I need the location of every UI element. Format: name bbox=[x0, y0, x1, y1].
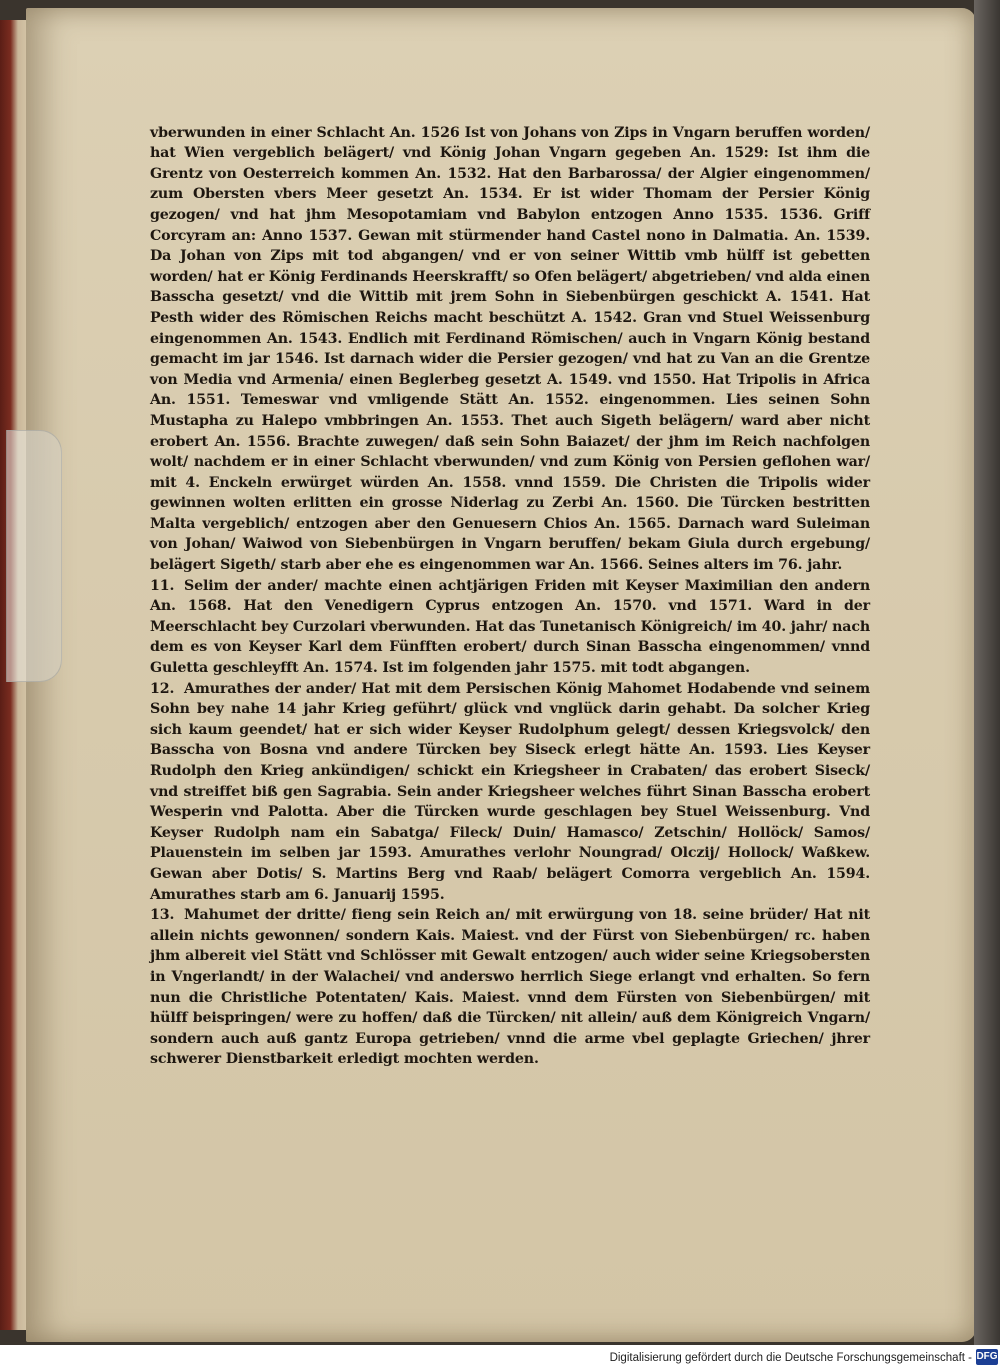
footer-bar bbox=[0, 1345, 1000, 1367]
dfg-logo-icon: DFG bbox=[976, 1349, 998, 1365]
footer-credit: Digitalisierung gefördert durch die Deutsche Forschungsgemeinschaft - bbox=[609, 1352, 972, 1364]
paragraph-text: vberwunden in einer Schlacht An. 1526 Ist von Johans von Zips in Vngarn beruffen worden/ hat Wien vergeblich belägert/ vnd König Johan Vngarn gegeben An. 1529: Ist ihm die Grentz von Oesterreich kommen An. 1532. Hat den Barbarossa/ der Algier eingenommen/ zum Obersten vbers Meer gesetzt An. 1534. Er ist wider Thomam der Persier König gezogen/ vnd hat jhm Mesopotamiam vnd Babylon entzogen Anno 1535. 1536. Griff Corcyram an: Anno 1537. Gewan mit stürmender hand Castel nono in Dalmatia. An. 1539. Da Johan von Zips mit tod abgangen/ vnd er von seiner Wittib vmb hülff ist gebetten worden/ hat er König Ferdinands Heerskrafft/ so Ofen belägert/ abgetrieben/ vnd alda einen Basscha gesetzt/ vnd die Wittib mit jrem Sohn in Siebenbürgen geschickt A. 1541. Hat Pesth wider des Römischen Reichs macht beschützt A. 1542. Gran vnd Stuel Weissenburg eingenommen An. 1543. Endlich mit Ferdinand Römischen/ auch in Vngarn König bestand gemacht im jar 1546. Ist darnach wider die Persier gezogen/ vnd hat zu Van an die Grentze von Media vnd Armenia/ einen Beglerbeg gesetzt A. 1549. vnd 1550. Hat Tripolis in Africa An. 1551. Temeswar vnd vmligende Stätt An. 1552. eingenommen. Lies seinen Sohn Mustapha zu Halepo vmbbringen An. 1553. Thet auch Sigeth belägern/ ward aber nicht erobert An. 1556. Brachte zuwegen/ daß sein Sohn Baiazet/ der jhm im Reich nachfolgen wolt/ nachdem er in einer Schlacht vberwunden/ vnd zum König von Persien geflohen war/ mit 4. Enckeln erwürget würden An. 1558. vnnd 1559. Die Christen die Tripolis wider gewinnen wolten erlitten ein grosse Niderlag zu Zerbi An. 1560. Die Türcken bestritten Malta vergeblich/ entzogen aber den Genuesern Chios An. 1565. Darnach ward Suleiman von Johan/ Waiwod von Siebenbürgen in Vngarn beruffen/ bekam Giula durch ergebung/ belägert Sigeth/ starb aber ehe es eingenommen war An. 1566. Seines alters im 76. jahr. bbox=[150, 124, 870, 574]
paragraph-number: 12. bbox=[150, 680, 175, 697]
paragraph-13 bbox=[150, 905, 870, 1070]
paragraph-number: 11. bbox=[150, 577, 175, 594]
paragraph-text: Selim der ander/ machte einen achtjärigen Friden mit Keyser Maximilian den andern An. 1568. Hat den Venedigern Cyprus entzogen An. 1570. vnd 1571. Ward in der Meerschlacht bey Curzolari vberwunden. Hat das Tunetanisch Königreich/ im 40. jahr/ nach dem es von Keyser Karl dem Fünfften erobert/ durch Sinan Basscha eingenommen/ vnnd Guletta geschleyfft An. 1574. Ist im folgenden jahr 1575. mit todt abgangen. bbox=[150, 577, 870, 677]
paragraph-11 bbox=[150, 576, 870, 679]
paragraph-text: Amurathes der ander/ Hat mit dem Persischen König Mahomet Hodabende vnd seinem Sohn bey nahe 14 jahr Krieg geführt/ glück vnd vnglück darin gehabt. Da solcher Krieg sich kaum geendet/ hat er sich wider Keyser Rudolphum gelegt/ dessen Kriegsvolck/ den Basscha von Bosna vnd andere Türcken bey Siseck erlegt hätte An. 1593. Lies Keyser Rudolph den Krieg ankündigen/ schickt ein Kriegsheer in Crabaten/ das erobert Siseck/ vnd streiffet biß gen Sagrabia. Sein ander Kriegsheer welches führt Sinan Basscha erobert Wesperin vnd Palotta. Aber die Türcken wurde geschlagen bey Stuel Weissenburg. Vnd Keyser Rudolph nam ein Sabatga/ Fileck/ Duin/ Hamasco/ Zetschin/ Hollöck/ Samos/ Plauenstein im selben jar 1593. Amurathes verlohr Noungrad/ Olczij/ Hollock/ Waßkew. Gewan aber Dotis/ S. Martins Berg vnd Raab/ belägert Comorra vergeblich An. 1594. Amurathes starb am 6. Januarij 1595. bbox=[150, 680, 870, 903]
page-text-block bbox=[150, 102, 870, 1070]
paragraph-intro bbox=[150, 102, 870, 576]
paragraph-text: Mahumet der dritte/ fieng sein Reich an/ mit erwürgung von 18. seine brüder/ Hat nit allein nichts gewonnen/ sondern Kais. Maiest. vnd der Fürst von Siebenbürgen/ rc. haben jhm albereit viel Stätt vnd Schlösser mit Gewalt entzogen/ auch wider seine Kriegsobersten in Vngerlandt/ in der Walachei/ vnd anderswo herrlich Siege erlangt vnd erhalten. So fern nun die Christliche Potentaten/ Kais. Maiest. vnnd dem Fürsten von Siebenbürgen/ mit hülff beispringen/ were zu hoffen/ daß die Türcken/ nit allein/ auß dem Königreich Vngarn/ sondern auch auß gantz Europa getrieben/ vnnd die arme vbel geplagte Griechen/ jhrer schwerer Dienstbarkeit erledigt mochten werden. bbox=[150, 907, 870, 1068]
paragraph-12 bbox=[150, 679, 870, 906]
right-gutter bbox=[974, 0, 1000, 1367]
paragraph-number: 13. bbox=[150, 907, 175, 924]
page-clip bbox=[6, 430, 62, 682]
